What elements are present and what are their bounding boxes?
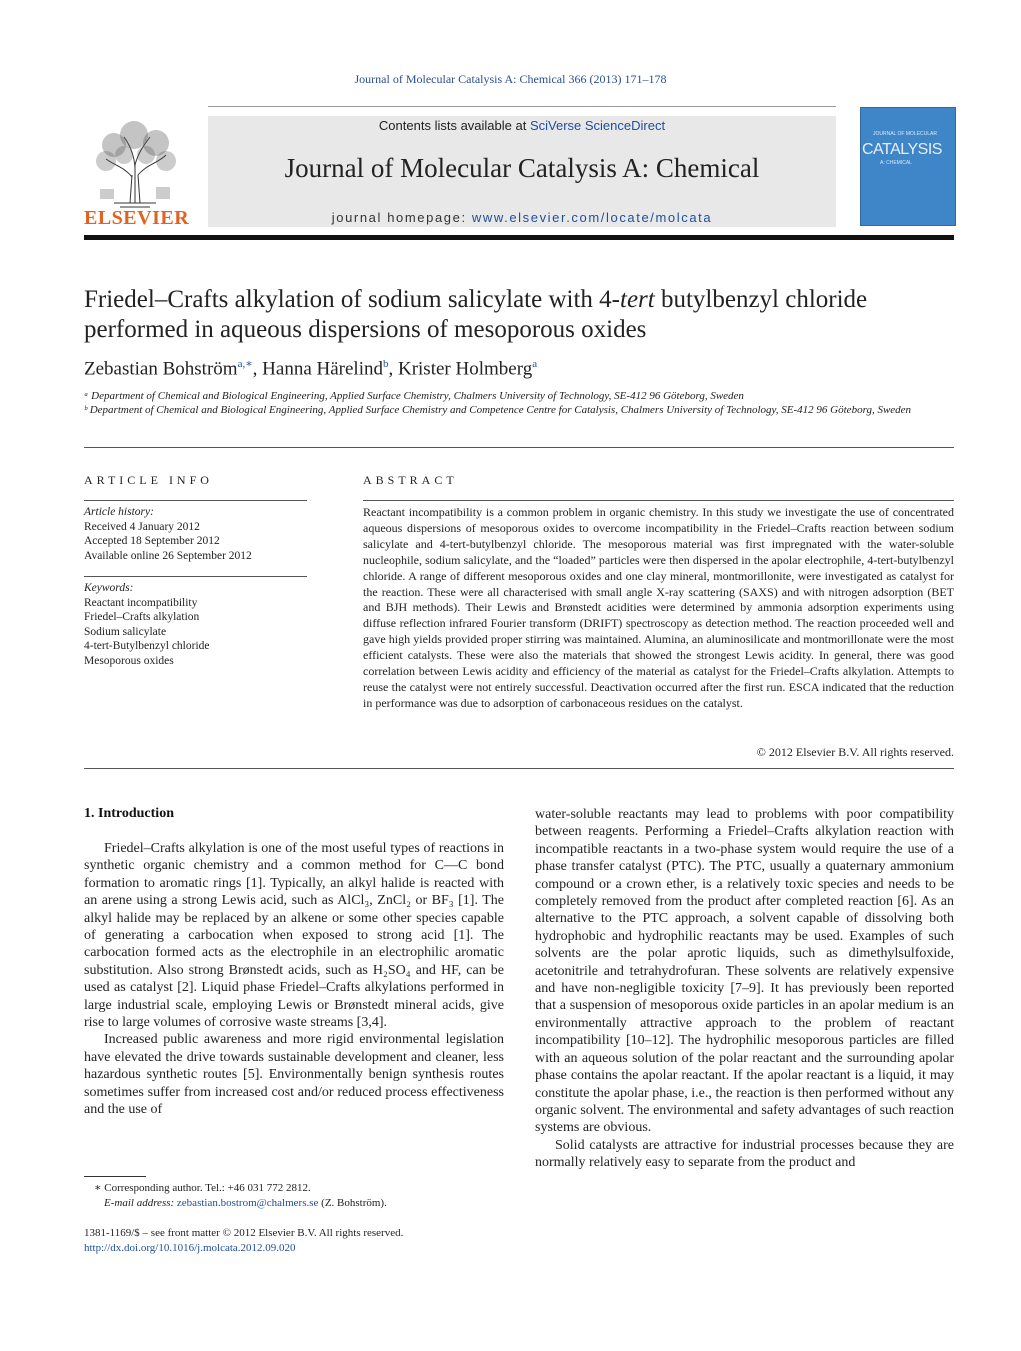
homepage-prefix: journal homepage: xyxy=(331,210,472,225)
author-name[interactable]: Zebastian Bohström xyxy=(84,358,238,380)
email-suffix: (Z. Bohström). xyxy=(318,1197,387,1209)
homepage-link[interactable]: www.elsevier.com/locate/molcata xyxy=(471,210,713,225)
affiliation-rule xyxy=(84,447,954,448)
journal-cover-image[interactable] xyxy=(860,107,956,226)
abstract-heading: ABSTRACT xyxy=(363,473,458,487)
keyword: Reactant incompatibility xyxy=(84,596,198,609)
cover-small-text: JOURNAL OF MOLECULAR xyxy=(873,131,937,137)
keywords-label: Keywords: xyxy=(84,582,134,594)
author-name[interactable]: Hanna Härelind xyxy=(262,358,383,380)
front-matter-info xyxy=(84,1226,403,1255)
title-part-1: Friedel–Crafts alkylation of sodium salicylate with 4- xyxy=(84,286,620,313)
article-title xyxy=(84,285,964,345)
cover-title: CATALYSIS xyxy=(862,141,942,158)
title-italic: tert xyxy=(620,286,655,313)
affiliation-b: ᵇ Department of Chemical and Biological Engineering, Applied Surface Chemistry and Competence Centre for Catalysis, Chalmers University of Technology, SE-412 96 Göteborg, Sweden xyxy=(84,404,912,416)
author-affiliation-mark[interactable]: a,∗ xyxy=(237,358,253,370)
body-paragraph: water-soluble reactants may lead to problems with poor compatibility between reagents. Performing a Friedel–Crafts alkylation reaction with incompatible reactants in a two-phase system would require the use of a phase transfer catalyst (PTC). The PTC, usually a quaternary ammonium compound or a crown ether, is a relatively toxic species and needs to be completely removed from the product after completed reaction [6]. As an alternative to the PTC approach, a solvent capable of dissolving both hydrophobic and hydrophilic reactants may be used. Examples of such solvents are the polar aprotic liquids, such as dimethylsulfoxide, acetonitrile and tetrahydrofuran. These solvents are relatively expensive and have non-negligible toxicity [7–9]. It has previously been reported that a suspension of mesoporous oxide particles in an apolar medium is an environmentally attractive approach to the problem of reactant incompatibility [10–12]. The hydrophilic mesoporous particles are filled with an aqueous solution of the polar reactant and the surrounding apolar phase contains the apolar reactant. If the apolar reactant is a liquid, it may constitute the apolar phase, i.e., the reaction is then performed without any organic solvent. The environmental and safety advantages of such reaction systems are obvious. xyxy=(535,807,954,1136)
contents-prefix: Contents lists available at xyxy=(378,118,530,133)
body-paragraph: Increased public awareness and more rigid environmental legislation have elevated the drive towards sustainable development and cleaner, less hazardous synthetic routes [5]. Environmentally benign synthesis routes sometimes suffer from increased cost and/or reduced process effectiveness and the use of xyxy=(84,1032,504,1118)
author-affiliation-mark[interactable]: a xyxy=(532,358,538,370)
keyword: Friedel–Crafts alkylation xyxy=(84,611,200,623)
title-part-2: butylbenzyl chloride performed in aqueous dispersions of mesoporous oxides xyxy=(84,286,868,343)
corresponding-author-note: ∗ Corresponding author. Tel.: +46 031 772 2812. xyxy=(94,1182,311,1194)
keyword: Mesoporous oxides xyxy=(84,654,174,667)
keywords-block xyxy=(84,581,309,668)
elsevier-wordmark: ELSEVIER xyxy=(84,207,190,229)
body-column-left xyxy=(84,840,504,1119)
abstract-rule xyxy=(363,500,954,501)
journal-citation[interactable]: Journal of Molecular Catalysis A: Chemical 366 (2013) 171–178 xyxy=(354,72,667,86)
abstract-bottom-rule xyxy=(84,768,954,769)
abstract-paragraph: Reactant incompatibility is a common problem in organic chemistry. In this study we investigate the use of concentrated aqueous dispersions of mesoporous oxides to overcome incompatibility in the Friedel–Crafts reaction between sodium salicylate and 4-tert-butylbenzyl chloride. The mesoporous material was first impregnated with the water-soluble nucleophile, sodium salicylate, and the “loaded” particles were then dispersed in the apolar electrophile, 4-tert-butylbenzyl chloride. A range of different mesoporous oxides and one clay mineral, montmorillonite, were investigated as catalyst for the reaction. These were all characterised with small angle X-ray scattering (SAXS) and with nitrogen adsorption (BET and BJH methods). Their Lewis and Brønstedt acidities were determined by ammonia adsorption experiments using diffuse reflection infrared Fourier transform (DRIFT) spectroscopy as detection method. The reaction proceeded well and gave high yields provided proper stirring was maintained. Alumina, an aluminosilicate and montmorillonate were the most efficient catalysts. These were also the materials that showed the strongest Lewis acidity. In general, there was good correlation between Lewis acidity and efficiency of the material as catalyst for the Friedel–Crafts alkylation. Attempts to reuse the catalyst were not entirely successful. Deactivation occurred after the first run. ESCA indicated that the reduction in performance was due to adsorption of carbonaceous residues on the catalyst. xyxy=(363,505,954,710)
history-label: Article history: xyxy=(84,506,154,518)
header-thick-rule xyxy=(84,235,954,240)
homepage-line xyxy=(208,210,836,225)
abstract-copyright: © 2012 Elsevier B.V. All rights reserved. xyxy=(756,745,954,759)
journal-title: Journal of Molecular Catalysis A: Chemical xyxy=(284,153,760,183)
keyword: 4-tert-Butylbenzyl chloride xyxy=(84,640,210,652)
sciencedirect-link[interactable]: SciVerse ScienceDirect xyxy=(529,118,666,133)
email-label: E-mail address: xyxy=(104,1197,175,1209)
author-name[interactable]: Krister Holmberg xyxy=(397,358,533,380)
body-paragraph: Solid catalysts are attractive for industrial processes because they are normally relatively easy to separate from the product and xyxy=(535,1137,954,1171)
email-footnote xyxy=(104,1196,534,1210)
abstract-text xyxy=(363,505,954,712)
contents-line xyxy=(208,118,836,133)
author-affiliation-mark[interactable]: b xyxy=(382,358,389,370)
body-paragraph: Friedel–Crafts alkylation is one of the most useful types of reactions in synthetic organic chemistry and a common method for C—C bond formation to aromatic rings [1]. Typically, an alkyl halide is reacted with an arene using a strong Lewis acid, such as AlCl₃, ZnCl₂ or BF₃ [1]. The alkyl halide may be replaced by an alkene or some other species capable of generating a carbocation when exposed to strong acid [1]. The carbocation formed acts as the electrophile in an electrophilic aromatic substitution. Also strong Brønstedt acids, such as H₂SO₄ and HF, can be used as catalyst [2]. Liquid phase Friedel–Crafts alkylations performed in large industrial scale, employing Lewis or Brønstedt mineral acids, give rise to large volumes of corrosive waste streams [3,4]. xyxy=(84,841,504,1031)
online-date: Available online 26 September 2012 xyxy=(84,549,252,562)
doi-link[interactable]: http://dx.doi.org/10.1016/j.molcata.2012.09.020 xyxy=(84,1241,296,1254)
email-link[interactable]: zebastian.bostrom@chalmers.se xyxy=(176,1197,319,1209)
article-info-heading: ARTICLE INFO xyxy=(84,473,213,487)
keyword: Sodium salicylate xyxy=(84,625,167,638)
affiliation-a: ᵃ Department of Chemical and Biological Engineering, Applied Surface Chemistry, Chalmers University of Technology, SE-412 96 Göteborg, Sweden xyxy=(84,390,744,402)
received-date: Received 4 January 2012 xyxy=(84,520,200,533)
footnote-rule xyxy=(84,1176,146,1177)
article-info-rule xyxy=(84,500,307,501)
body-column-right xyxy=(535,806,954,1172)
keywords-rule xyxy=(84,576,307,577)
accepted-date: Accepted 18 September 2012 xyxy=(84,535,220,547)
article-history xyxy=(84,505,309,563)
header-rule xyxy=(208,106,836,107)
cover-subtitle: A: CHEMICAL xyxy=(880,160,912,166)
issn-line: 1381-1169/$ – see front matter © 2012 Elsevier B.V. All rights reserved. xyxy=(84,1227,404,1239)
author-list: Zebastian Bohström$^{a,∗}$, Hanna Härelind$^b$, Krister Holmberg$^a$ xyxy=(84,358,538,380)
introduction-heading: 1. Introduction xyxy=(84,806,174,821)
